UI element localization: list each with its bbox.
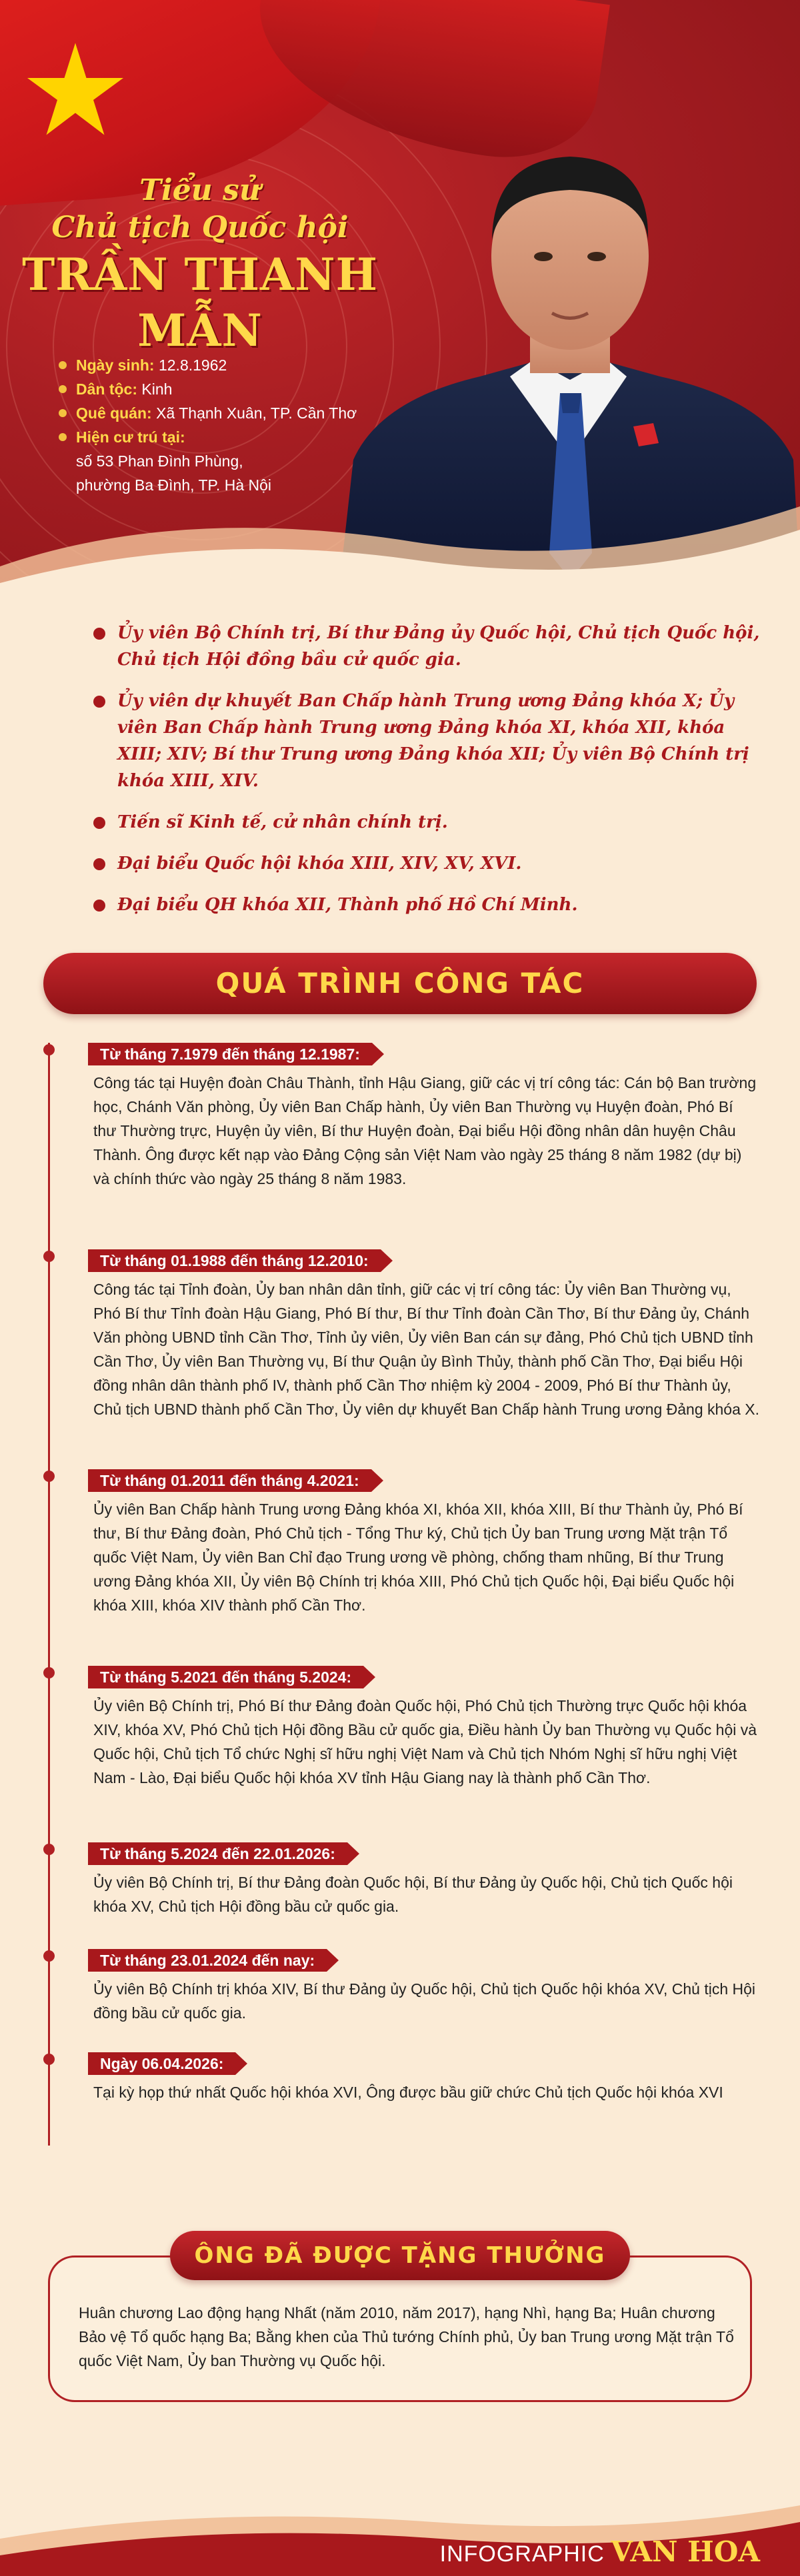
timeline-marker-icon: [43, 1667, 55, 1678]
bullet-icon: [59, 433, 67, 441]
bio-label: Ngày sinh:: [76, 356, 155, 374]
timeline-period-label: Từ tháng 7.1979 đến tháng 12.1987:: [88, 1043, 372, 1065]
timeline-description: Công tác tại Tỉnh đoàn, Ủy ban nhân dân tỉnh, giữ các vị trí công tác: Ủy viên Ban Thường vụ, Phó Bí thư Tỉnh đoàn Hậu Giang, Phó Bí thư, Bí thư Tỉnh đoàn Cần Thơ, Bí thư Đảng ủy, Chánh Văn phòng UBND tỉnh Cần Thơ, Tỉnh ủy viên, Ủy viên Ban cán sự đảng, Phó Chủ tịch UBND tỉnh Cần Thơ, Ủy viên Ban Thường vụ, Bí thư Quận ủy Bình Thủy, thành phố Cần Thơ, Đại biểu Hội đồng nhân dân thành phố IV, thành phố Cần Thơ nhiệm kỳ 2004 - 2009, Phó Bí thư Thành ủy, Chủ tịch UBND thành phố Cần Thơ, Ủy viên dự khuyết Ban Chấp hành Trung ương Đảng khóa X.: [93, 1281, 759, 1418]
section-heading-work: [43, 953, 757, 1014]
bio-label: Hiện cư trú tại:: [76, 428, 185, 446]
highlight-item: [93, 688, 767, 794]
bio-label: Quê quán:: [76, 404, 152, 422]
bio-residence-line-2: phường Ba Đình, TP. Hà Nội: [76, 476, 272, 494]
bio-value: 12.8.1962: [158, 356, 227, 374]
bullet-icon: [59, 409, 67, 417]
highlight-item: [93, 892, 767, 918]
person-name: TRẦN THANH MẪN: [22, 249, 378, 356]
header-wave-divider: [0, 466, 800, 626]
highlight-item: [93, 850, 767, 877]
highlight-text: Đại biểu Quốc hội khóa XIII, XIV, XV, XVI.: [117, 854, 522, 874]
highlight-text: Ủy viên Bộ Chính trị, Bí thư Đảng ủy Quốc hội, Chủ tịch Quốc hội, Chủ tịch Hội đồng bầu cử quốc gia.: [117, 623, 760, 670]
bio-residence-line-1: số 53 Phan Đình Phùng,: [76, 452, 243, 470]
timeline-period-label: Từ tháng 01.2011 đến tháng 4.2021:: [88, 1469, 371, 1492]
timeline-description: Ủy viên Ban Chấp hành Trung ương Đảng khóa XI, khóa XII, khóa XIII, Bí thư Thành ủy, Phó Bí thư, Bí thư Đảng đoàn, Phó Chủ tịch - Tổng Thư ký, Chủ tịch Ủy ban Trung ương Mặt trận Tổ quốc Việt Nam, Ủy viên Ban Chỉ đạo Trung ương về phòng, chống tham nhũng, Bí thư Trung ương Đảng khóa XII, Ủy viên Bộ Chính trị khóa XIII, Phó Chủ tịch Quốc hội, Đại biểu Quốc hội khóa XIII, khóa XIV thành phố Cần Thơ.: [93, 1501, 743, 1614]
timeline-marker-icon: [43, 1844, 55, 1855]
highlight-text: Ủy viên dự khuyết Ban Chấp hành Trung ương Đảng khóa X; Ủy viên Ban Chấp hành Trung ương Đảng khóa XI, khóa XII, khóa XIII; XIV; Bí thư Trung ương Đảng khóa XII; Ủy viên Bộ Chính trị khóa XIII, XIV.: [117, 691, 749, 791]
timeline-description: Tại kỳ họp thứ nhất Quốc hội khóa XVI, Ông được bầu giữ chức Chủ tịch Quốc hội khóa XVI: [93, 2084, 723, 2101]
highlight-item: [93, 809, 767, 836]
section-heading-text: QUÁ TRÌNH CÔNG TÁC: [215, 967, 585, 999]
timeline-marker-icon: [43, 1471, 55, 1482]
timeline-period-label: Từ tháng 01.1988 đến tháng 12.2010:: [88, 1249, 381, 1272]
bullet-icon: [93, 696, 105, 708]
timeline-marker-icon: [43, 2054, 55, 2065]
bullet-icon: [59, 361, 67, 369]
footer-brand: [440, 2535, 760, 2571]
bio-value: Xã Thạnh Xuân, TP. Cần Thơ: [156, 404, 357, 422]
timeline-marker-icon: [43, 1251, 55, 1262]
timeline-description: Ủy viên Bộ Chính trị khóa XIV, Bí thư Đảng ủy Quốc hội, Chủ tịch Quốc hội khóa XV, Chủ tịch Hội đồng bầu cử quốc gia.: [93, 1980, 756, 2022]
bio-value: Kinh: [141, 380, 173, 398]
timeline-marker-icon: [43, 1950, 55, 1962]
timeline-period-label: Từ tháng 23.01.2024 đến nay:: [88, 1949, 327, 1972]
footer-brand-logo: VAN HOA: [611, 2535, 760, 2568]
bullet-icon: [93, 817, 105, 829]
timeline-description: Ủy viên Bộ Chính trị, Bí thư Đảng đoàn Quốc hội, Bí thư Đảng ủy Quốc hội, Chủ tịch Quốc hội khóa XV, Chủ tịch Hội đồng bầu cử quốc gia.: [93, 1874, 733, 1915]
highlight-text: Tiến sĩ Kinh tế, cử nhân chính trị.: [117, 812, 448, 832]
timeline-marker-icon: [43, 1044, 55, 1055]
bullet-icon: [93, 858, 105, 870]
timeline-description: Ủy viên Bộ Chính trị, Phó Bí thư Đảng đoàn Quốc hội, Phó Chủ tịch Thường trực Quốc hội khóa XIV, khóa XV, Phó Chủ tịch Hội đồng Bầu cử quốc gia, Điều hành Ủy ban Thường vụ Quốc hội và Quốc hội, Chủ tịch Tổ chức Nghị sĩ hữu nghị Việt Nam và Chủ tịch Nhóm Nghị sĩ hữu nghị Việt Nam - Lào, Đại biểu Quốc hội khóa XV tỉnh Hậu Giang nay là thành phố Cần Thơ.: [93, 1697, 757, 1786]
highlights-list: [93, 620, 767, 933]
title-line-1: Tiểu sử: [139, 173, 261, 207]
timeline-period-label: Từ tháng 5.2021 đến tháng 5.2024:: [88, 1666, 363, 1688]
timeline-period-label: Từ tháng 5.2024 đến 22.01.2026:: [88, 1842, 347, 1865]
highlight-item: [93, 620, 767, 673]
timeline-description: Công tác tại Huyện đoàn Châu Thành, tỉnh Hậu Giang, giữ các vị trí công tác: Cán bộ Ban trường học, Chánh Văn phòng, Ủy viên Ban Chấp hành, Ủy viên Ban Thường vụ Huyện đoàn, Phó Bí thư Thường trực, Huyện ủy viên, Bí thư Huyện đoàn, Đại biểu Hội đồng nhân dân huyện Châu Thành. Ông được kết nạp vào Đảng Cộng sản Việt Nam vào ngày 25 tháng 8 năm 1982 (dự bị) và chính thức vào ngày 25 tháng 8 năm 1983.: [93, 1074, 757, 1187]
timeline-line: [48, 1043, 50, 2146]
highlight-text: Đại biểu QH khóa XII, Thành phố Hồ Chí Minh.: [117, 895, 578, 915]
section-heading-text: ÔNG ĐÃ ĐƯỢC TẶNG THƯỞNG: [194, 2242, 606, 2269]
bio-label: Dân tộc:: [76, 380, 137, 398]
star-icon: [25, 40, 125, 140]
timeline-period-label: Ngày 06.04.2026:: [88, 2052, 235, 2075]
section-heading-awards: [170, 2231, 630, 2280]
bullet-icon: [59, 385, 67, 393]
bullet-icon: [93, 628, 105, 640]
footer-infographic-label: INFOGRAPHIC: [439, 2541, 605, 2567]
bullet-icon: [93, 900, 105, 912]
awards-text: Huân chương Lao động hạng Nhất (năm 2010, năm 2017), hạng Nhì, hạng Ba; Huân chương Bảo vệ Tổ quốc hạng Ba; Bằng khen của Thủ tướng Chính phủ, Ủy ban Trung ương Mặt trận Tổ quốc Việt Nam, Ủy ban Thường vụ Quốc hội.: [79, 2304, 734, 2369]
title-line-2: Chủ tịch Quốc hội: [51, 211, 349, 245]
